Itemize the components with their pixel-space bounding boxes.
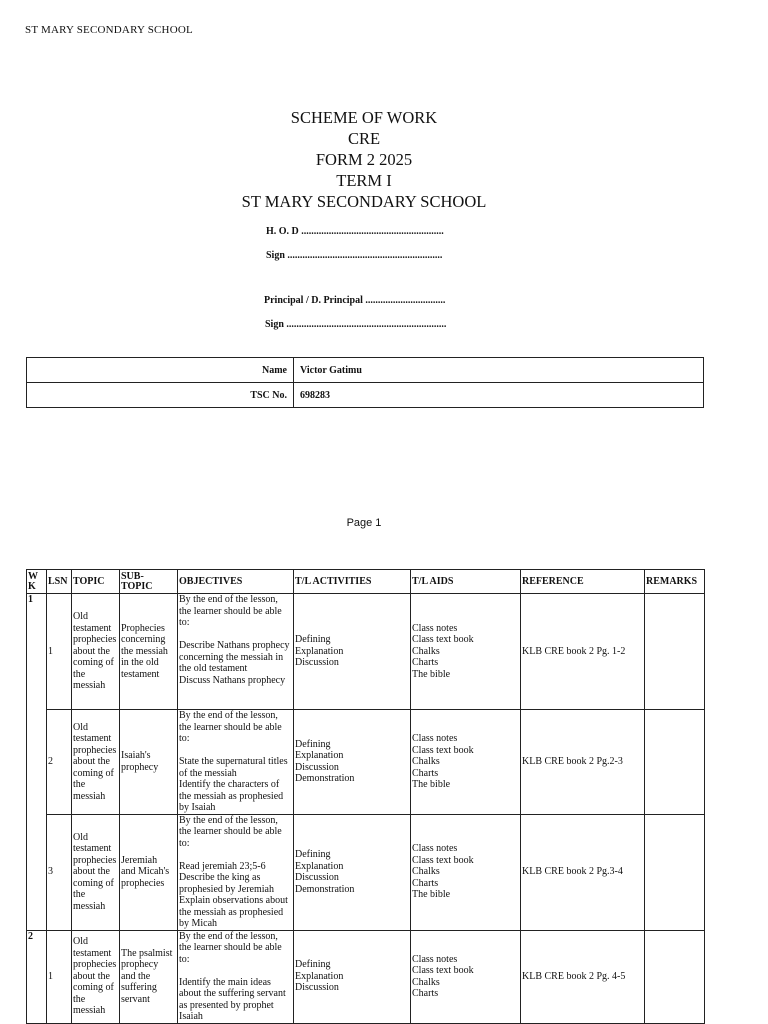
principal-signature-line: Principal / D. Principal ................................ [264, 295, 446, 306]
topic-cell: Old testament prophecies about the coming of the messiah [72, 710, 120, 815]
topic-cell: Old testament prophecies about the coming of the messiah [72, 594, 120, 710]
activities-cell: Defining Explanation Discussion [294, 930, 411, 1023]
name-label: Name [27, 358, 294, 383]
topic-cell: Old testament prophecies about the coming of the messiah [72, 814, 120, 930]
school-header: ST MARY SECONDARY SCHOOL [25, 24, 193, 36]
title-line: SCHEME OF WORK [290, 108, 438, 127]
reference-cell: KLB CRE book 2 Pg.3-4 [521, 814, 645, 930]
remarks-cell [645, 930, 705, 1023]
title-line: CRE [347, 129, 381, 148]
table-row [27, 814, 705, 930]
remarks-cell [645, 594, 705, 710]
document-title [0, 107, 728, 212]
page-number: Page 1 [346, 517, 382, 529]
title-line: ST MARY SECONDARY SCHOOL [241, 192, 487, 211]
lesson-cell: 2 [47, 710, 72, 815]
lesson-cell: 1 [47, 594, 72, 710]
col-header-lsn: LSN [47, 570, 72, 594]
col-header-remarks: REMARKS [645, 570, 705, 594]
table-row [27, 594, 705, 710]
reference-cell: KLB CRE book 2 Pg.2-3 [521, 710, 645, 815]
aids-cell: Class notes Class text book Chalks Charts The bible [411, 594, 521, 710]
tsc-label: TSC No. [27, 383, 294, 408]
teacher-info-table [26, 357, 704, 408]
col-header-topic: TOPIC [72, 570, 120, 594]
objectives-cell: By the end of the lesson, the learner should be able to: Read jeremiah 23;5-6 Describe the king as prophesied by Jeremiah Explain observations about the messiah as prophesied by Micah [178, 814, 294, 930]
objectives-cell: By the end of the lesson, the learner should be able to: State the supernatural titles of the messiah Identify the characters of the messiah as prophesied by Isaiah [178, 710, 294, 815]
col-header-objectives: OBJECTIVES [178, 570, 294, 594]
activities-cell: Defining Explanation Discussion Demonstration [294, 710, 411, 815]
reference-cell: KLB CRE book 2 Pg. 1-2 [521, 594, 645, 710]
reference-cell: KLB CRE book 2 Pg. 4-5 [521, 930, 645, 1023]
objectives-cell: By the end of the lesson, the learner should be able to: Describe Nathans prophecy concerning the messiah in the old testament Discuss Nathans prophecy [178, 594, 294, 710]
subtopic-cell: Jeremiah and Micah's prophecies [120, 814, 178, 930]
hod-signature-line: H. O. D ......................................................... [266, 226, 444, 237]
table-row [27, 710, 705, 815]
activities-cell: Defining Explanation Discussion Demonstration [294, 814, 411, 930]
topic-cell: Old testament prophecies about the coming of the messiah [72, 930, 120, 1023]
week-cell: 2 [27, 930, 47, 1023]
remarks-cell [645, 710, 705, 815]
hod-sign-line: Sign .............................................................. [266, 250, 443, 261]
col-header-wk: WK [27, 570, 47, 594]
header-row [27, 570, 705, 594]
name-row [27, 358, 704, 383]
week-cell: 1 [27, 594, 47, 931]
activities-cell: Defining Explanation Discussion [294, 594, 411, 710]
title-line: FORM 2 2025 [315, 150, 413, 169]
remarks-cell [645, 814, 705, 930]
tsc-row [27, 383, 704, 408]
lesson-cell: 1 [47, 930, 72, 1023]
col-header-reference: REFERENCE [521, 570, 645, 594]
subtopic-cell: The psalmist prophecy and the suffering servant [120, 930, 178, 1023]
name-value: Victor Gatimu [294, 358, 704, 383]
table-row [27, 930, 705, 1023]
aids-cell: Class notes Class text book Chalks Charts The bible [411, 710, 521, 815]
lesson-cell: 3 [47, 814, 72, 930]
principal-sign-line: Sign ................................................................ [265, 319, 447, 330]
aids-cell: Class notes Class text book Chalks Charts The bible [411, 814, 521, 930]
tsc-value: 698283 [294, 383, 704, 408]
title-line: TERM I [336, 171, 392, 190]
col-header-activities: T/L ACTIVITIES [294, 570, 411, 594]
aids-cell: Class notes Class text book Chalks Charts [411, 930, 521, 1023]
subtopic-cell: Prophecies concerning the messiah in the old testament [120, 594, 178, 710]
col-header-subtopic: SUB- TOPIC [120, 570, 178, 594]
scheme-table [26, 569, 705, 1024]
subtopic-cell: Isaiah's prophecy [120, 710, 178, 815]
col-header-aids: T/L AIDS [411, 570, 521, 594]
objectives-cell: By the end of the lesson, the learner should be able to: Identify the main ideas about the suffering servant as presented by prophet Isaiah [178, 930, 294, 1023]
